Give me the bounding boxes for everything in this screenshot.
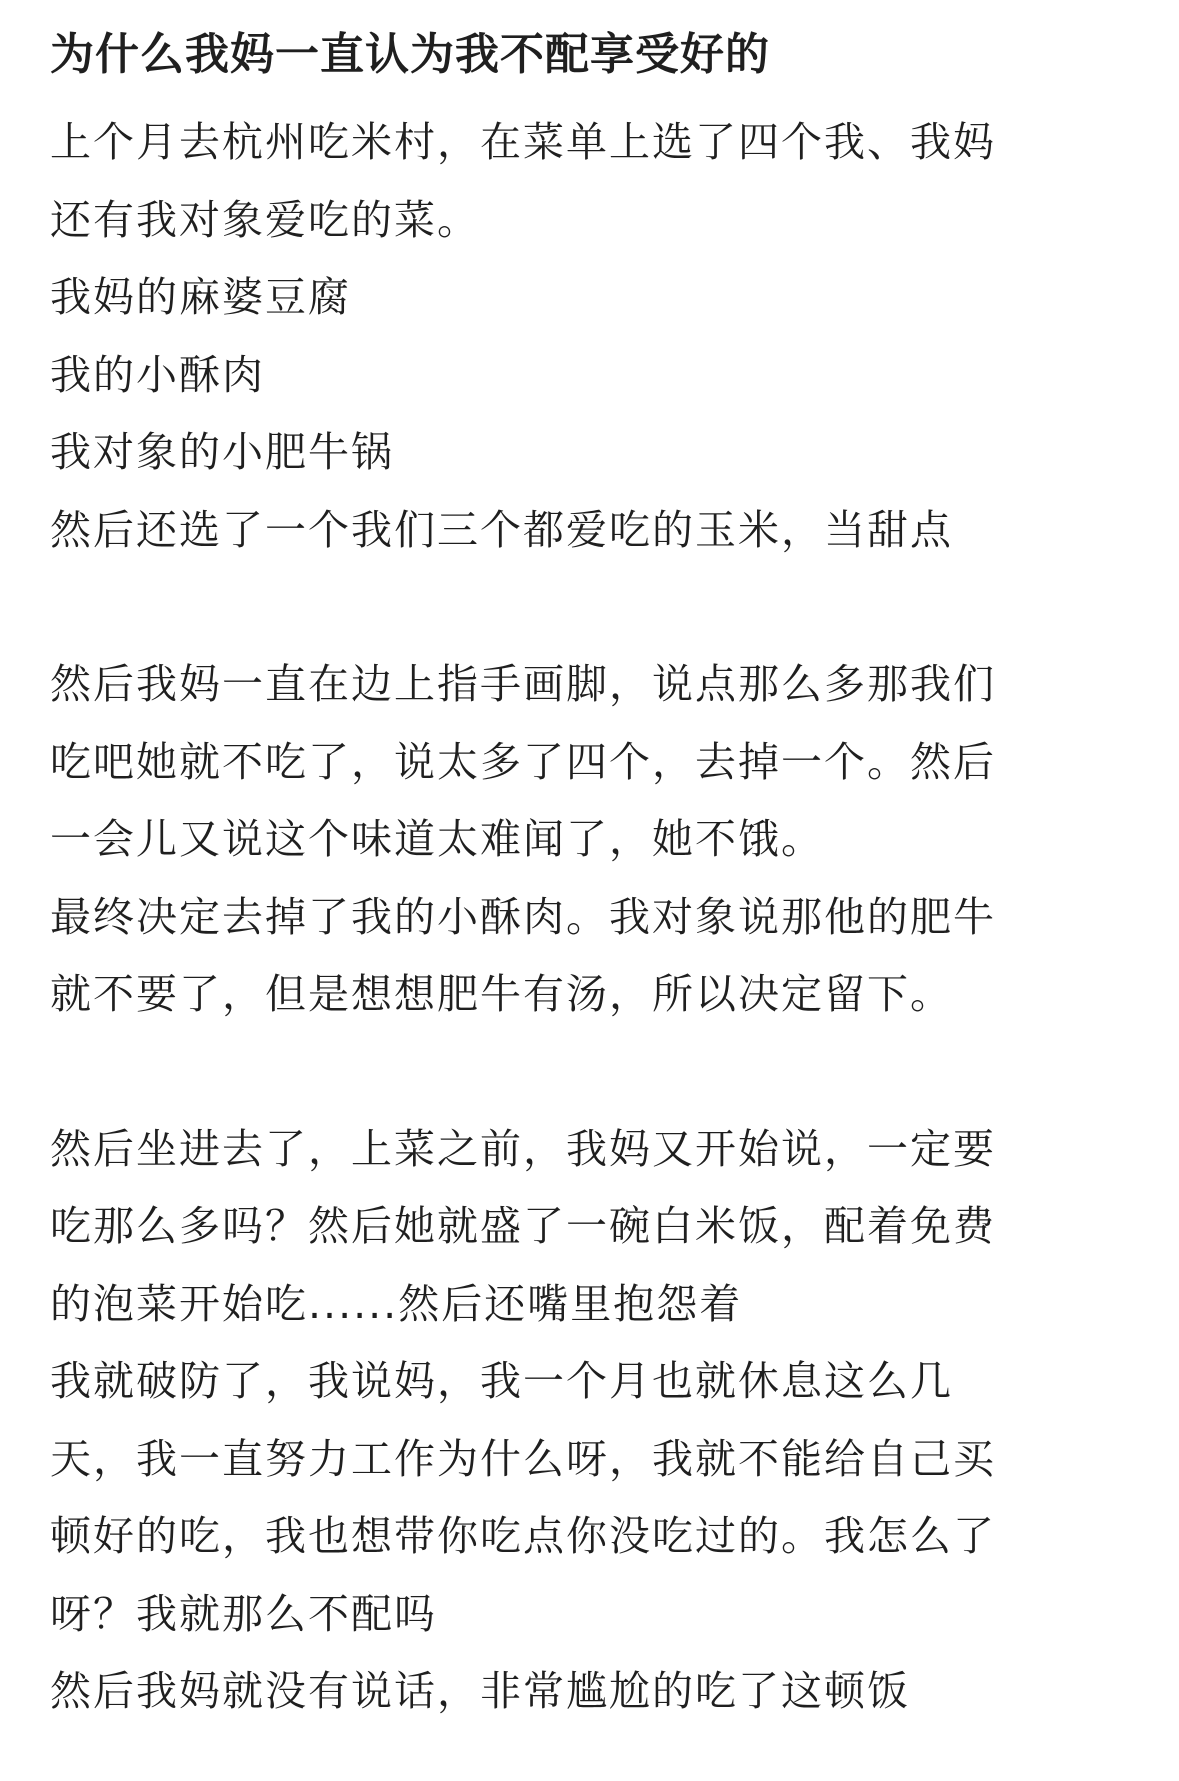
post-title: 为什么我妈一直认为我不配享受好的: [50, 29, 770, 80]
text-line: 天，我一直努力工作为什么呀，我就不能给自己买: [50, 1434, 996, 1483]
text-line: 上个月去杭州吃米村，在菜单上选了四个我、我妈: [50, 118, 996, 166]
text-line: 最终决定去掉了我的小酥肉。我对象说那他的肥牛: [50, 892, 996, 941]
text-line: 吃吧她就不吃了，说太多了四个，去掉一个。然后: [50, 737, 996, 786]
text-line: 然后我妈一直在边上指手画脚，说点那么多那我们: [50, 660, 996, 708]
text-line: 就不要了，但是想想肥牛有汤，所以决定留下。: [50, 970, 953, 1018]
paragraph-1: [50, 104, 1130, 569]
text-line: 还有我对象爱吃的菜。: [50, 195, 480, 244]
paragraph-2: [50, 646, 1130, 1034]
paragraph-spacer: [50, 569, 1130, 646]
text-line: 呀？我就那么不配吗: [50, 1589, 437, 1638]
text-line: 然后坐进去了，上菜之前，我妈又开始说，一定要: [50, 1124, 996, 1173]
text-line: 顿好的吃，我也想带你吃点你没吃过的。我怎么了: [50, 1512, 996, 1560]
text-line: 我就破防了，我说妈，我一个月也就休息这么几: [50, 1357, 953, 1405]
text-line: 我妈的麻婆豆腐: [50, 273, 351, 321]
text-line: 然后还选了一个我们三个都爱吃的玉米，当甜点: [50, 505, 953, 554]
text-line: 我对象的小肥牛锅: [50, 428, 394, 476]
text-line: 我的小酥肉: [50, 350, 265, 399]
paragraph-spacer: [50, 1034, 1130, 1111]
text-line: 然后我妈就没有说话，非常尴尬的吃了这顿饭: [50, 1667, 910, 1715]
text-line: 吃那么多吗？然后她就盛了一碗白米饭，配着免费: [50, 1202, 996, 1250]
text-line: 一会儿又说这个味道太难闻了，她不饿。: [50, 815, 824, 863]
text-line: 的泡菜开始吃......然后还嘴里抱怨着: [50, 1279, 743, 1328]
paragraph-3: [50, 1111, 1130, 1731]
post-content: [50, 20, 1130, 1731]
